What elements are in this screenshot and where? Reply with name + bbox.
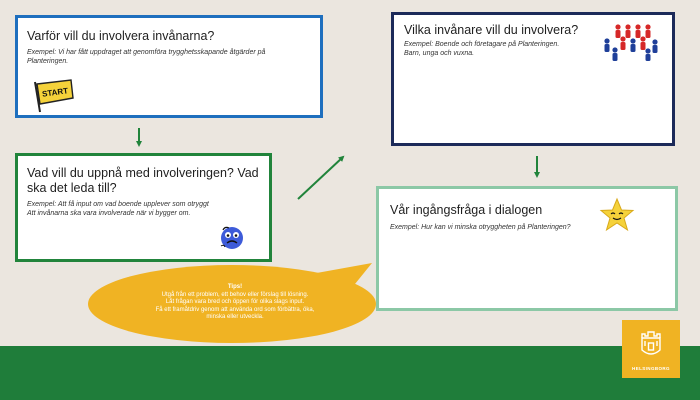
tip-line: Utgå från ett problem, ett behov eller förslag till lösning.: [161, 291, 309, 298]
card-goal-title: Vad vill du uppnå med involveringen? Vad ska det leda till?: [27, 166, 259, 195]
helsingborg-logo: [622, 320, 680, 378]
arrow-goal-to-who: [298, 157, 343, 199]
card-who-example-line: Exempel: Boende och företagare på Planteringen.: [404, 41, 560, 48]
tip-line: Få ett framåtdriv genom att använda ord som förbättra, öka,: [155, 306, 315, 313]
card-who-example-line: Barn, unga och vuxna.: [404, 50, 475, 57]
city-crest-icon: [636, 326, 666, 360]
card-goal-example-line: Att invånarna ska vara involverade när vi bygger om.: [27, 210, 191, 217]
card-who-title: Vilka invånare vill du involvera?: [404, 23, 579, 37]
logo-text: HELSINGBORG: [632, 366, 670, 371]
card-why-title: Varför vill du involvera invånarna?: [27, 29, 215, 43]
tip-text: [125, 284, 345, 322]
start-flag-icon: [31, 78, 75, 114]
people-group-icon: [602, 22, 664, 62]
card-question-title: Vår ingångsfråga i dialogen: [390, 203, 543, 217]
tip-line: Låt frågan vara bred och öppen för olika slags input.: [165, 299, 305, 306]
card-goal-example-line: Exempel: Att få input om vad boende upplever som otryggt: [27, 201, 209, 208]
tip-line: minska eller utveckla.: [206, 314, 264, 321]
smiling-star-icon: [598, 197, 636, 235]
worried-face-icon: [217, 224, 247, 252]
start-flag-text: START: [41, 86, 69, 99]
card-why-example: Exempel: Vi har fått uppdraget att genomföra trygghetsskapande åtgärder på Planteringen.: [27, 49, 266, 65]
tip-title: Tips!: [227, 284, 243, 290]
card-question-example: Exempel: Hur kan vi minska otryggheten på Planteringen?: [390, 224, 571, 231]
